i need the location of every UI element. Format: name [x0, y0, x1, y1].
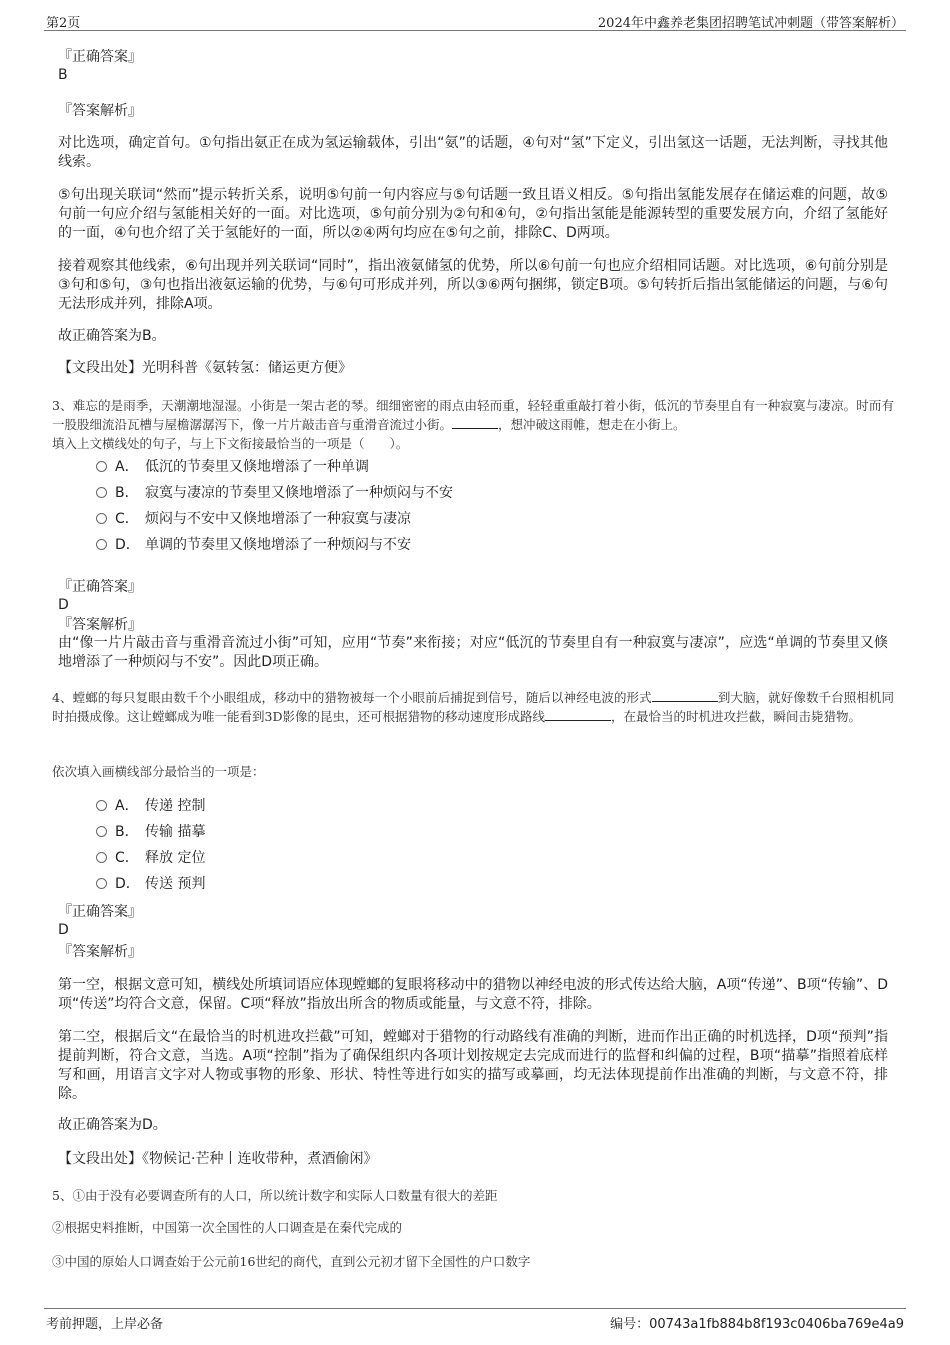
question-stem-text: 3、难忘的是雨季，天潮潮地湿湿。小街是一架古老的琴。细细密密的雨点由轻而重，轻轻重重敲打着小街，低沉的节奏里自有一种寂寞与凄凉。时而有一股股细流沿瓦槽与屋檐潺潺泻下，像一片片敲击音与重滑音流过小街。: [52, 398, 894, 432]
document-code-value: 00743a1fb884b8f193c0406ba769e4a9: [649, 1317, 904, 1332]
source-citation: [58, 1150, 377, 1169]
fill-blank: [452, 416, 498, 429]
analysis-paragraph: 第二空，根据后文“在最恰当的时机进攻拦截”可知，螳螂对于猎物的行动路线有准确的判断，进而作出正确的时机选择，D项“预判”指提前判断，符合文意，当选。A项“控制”指为了确保组织内各项计划按规定去完成而进行的监督和纠偏的过程，B项“描摹”指照着底样写和画，用语言文字对人物或事物的形象、形状、特性等进行如实的描写或摹画，均无法体现提前作出准确的判断，与文意不符，排除。: [58, 1029, 888, 1102]
question-stem: [52, 688, 894, 726]
radio-button[interactable]: [96, 826, 107, 837]
answer-value: B: [58, 67, 68, 83]
question-instruction: 填入上文横线处的句子，与上下文衔接最恰当的一项是（ ）。: [52, 436, 409, 451]
radio-button[interactable]: [96, 513, 107, 524]
analysis-label: 『答案解析』: [58, 944, 142, 960]
fill-blank: [652, 689, 718, 702]
radio-button[interactable]: [96, 852, 107, 863]
answer-label: 『正确答案』: [58, 904, 142, 920]
source-text: 《物候记·芒种丨连收带种，煮酒偷闲》: [142, 1151, 378, 1167]
analysis-label: 『答案解析』: [58, 103, 142, 119]
document-title: 2024年中鑫养老集团招聘笔试冲刺题（带答案解析）: [597, 16, 904, 31]
option-c[interactable]: C． 烦闷与不安中又倏地增添了一种寂寞与凄凉: [96, 510, 411, 529]
footer-slogan: 考前押题，上岸必备: [46, 1317, 164, 1332]
answer-value: D: [58, 597, 69, 613]
page-footer: [44, 1308, 906, 1331]
radio-button[interactable]: [96, 878, 107, 889]
radio-button[interactable]: [96, 539, 107, 550]
conclusion: 故正确答案为D。: [58, 1117, 167, 1133]
source-label: 【文段出处】: [58, 1151, 142, 1167]
answer-label: 『正确答案』: [58, 49, 142, 65]
analysis-label: 『答案解析』: [58, 617, 142, 633]
source-citation: [58, 359, 352, 378]
conclusion: 故正确答案为B。: [58, 328, 166, 344]
radio-button[interactable]: [96, 800, 107, 811]
question-stem-text: ，想冲破这雨帷，想走在小街上。: [498, 417, 686, 432]
question-statement: ②根据史料推断，中国第一次全国性的人口调查是在秦代完成的: [52, 1220, 403, 1235]
question-stem: [52, 396, 894, 434]
option-c[interactable]: C． 释放 定位: [96, 849, 205, 868]
analysis-paragraph: ⑤句出现关联词“然而”提示转折关系，说明⑤句前一句内容应与⑤句话题一致且语义相反。⑤句指出氢能发展存在储运难的问题，故⑤句前一句应介绍与氢能相关好的一面。对比选项，⑤句前分别为②句和④句，②句指出氢能是能源转型的重要发展方向，介绍了氢能好的一面，④句也介绍了关于氢能好的一面，所以②④两句均应在⑤句之前，排除C、D两项。: [58, 187, 888, 241]
analysis-paragraph: 接着观察其他线索，⑥句出现并列关联词“同时”，指出液氨储氢的优势，所以⑥句前一句也应介绍相同话题。对比选项，⑥句前分别是③句和⑤句，③句也指出液氨运输的优势，与⑥句可形成并列，所以③⑥两句捆绑，锁定B项。⑤句转折后指出氢能储运的问题，与⑥句无法形成并列，排除A项。: [58, 258, 888, 312]
analysis-paragraph: 第一空，根据文意可知，横线处所填词语应体现螳螂的复眼将移动中的猎物以神经电波的形式传达给大脑，A项“传递”、B项“传输”、D项“传送”均符合文意，保留。C项“释放”指放出所含的物质或能量，与文意不符，排除。: [58, 977, 888, 1012]
question-stem-text: 4、螳螂的每只复眼由数千个小眼组成，移动中的猎物被每一个小眼前后捕捉到信号，随后以神经电波的形式: [52, 690, 652, 705]
question-stem-text: ，在最恰当的时机进攻拦截，瞬间击毙猎物。: [610, 709, 861, 724]
analysis-paragraph: 对比选项，确定首句。①句指出氨正在成为氢运输载体，引出“氨”的话题，④句对“氢”下定义，引出氢这一话题，无法判断，寻找其他线索。: [58, 135, 888, 170]
analysis-paragraph: 由“像一片片敲击音与重滑音流过小街”可知，应用“节奏”来衔接；对应“低沉的节奏里自有一种寂寞与凄凉”，应选“单调的节奏里又倏地增添了一种烦闷与不安”。因此D项正确。: [58, 635, 888, 670]
page-header: [44, 10, 906, 31]
option-d[interactable]: D． 传送 预判: [96, 875, 205, 894]
question-statement: ③中国的原始人口调查始于公元前16世纪的商代，直到公元初才留下全国性的户口数字: [52, 1254, 531, 1269]
radio-button[interactable]: [96, 487, 107, 498]
option-b[interactable]: B． 寂寞与凄凉的节奏里又倏地增添了一种烦闷与不安: [96, 484, 453, 503]
question-stem-text: 到大脑，就好像数千台照相机同时拍摄成像。这让螳螂成为唯一能看到3D影像的昆虫，还可根据猎物的移动速度形成路线: [52, 690, 894, 724]
option-a[interactable]: A． 低沉的节奏里又倏地增添了一种单调: [96, 458, 369, 477]
radio-button[interactable]: [96, 461, 107, 472]
option-d[interactable]: D． 单调的节奏里又倏地增添了一种烦闷与不安: [96, 536, 411, 555]
option-a[interactable]: A． 传递 控制: [96, 797, 205, 816]
source-text: 光明科普《氨转氢：储运更方便》: [142, 360, 352, 376]
question-statement: 5、①由于没有必要调查所有的人口，所以统计数字和实际人口数量有很大的差距: [52, 1188, 498, 1203]
document-code: 编号：00743a1fb884b8f193c0406ba769e4a9: [610, 1317, 904, 1332]
answer-value: D: [58, 922, 69, 938]
page-number: 第2页: [46, 16, 81, 31]
question-instruction: 依次填入画横线部分最恰当的一项是：: [52, 764, 265, 779]
option-b[interactable]: B． 传输 描摹: [96, 823, 205, 842]
source-label: 【文段出处】: [58, 360, 142, 376]
fill-blank: [545, 708, 611, 721]
answer-label: 『正确答案』: [58, 579, 142, 595]
